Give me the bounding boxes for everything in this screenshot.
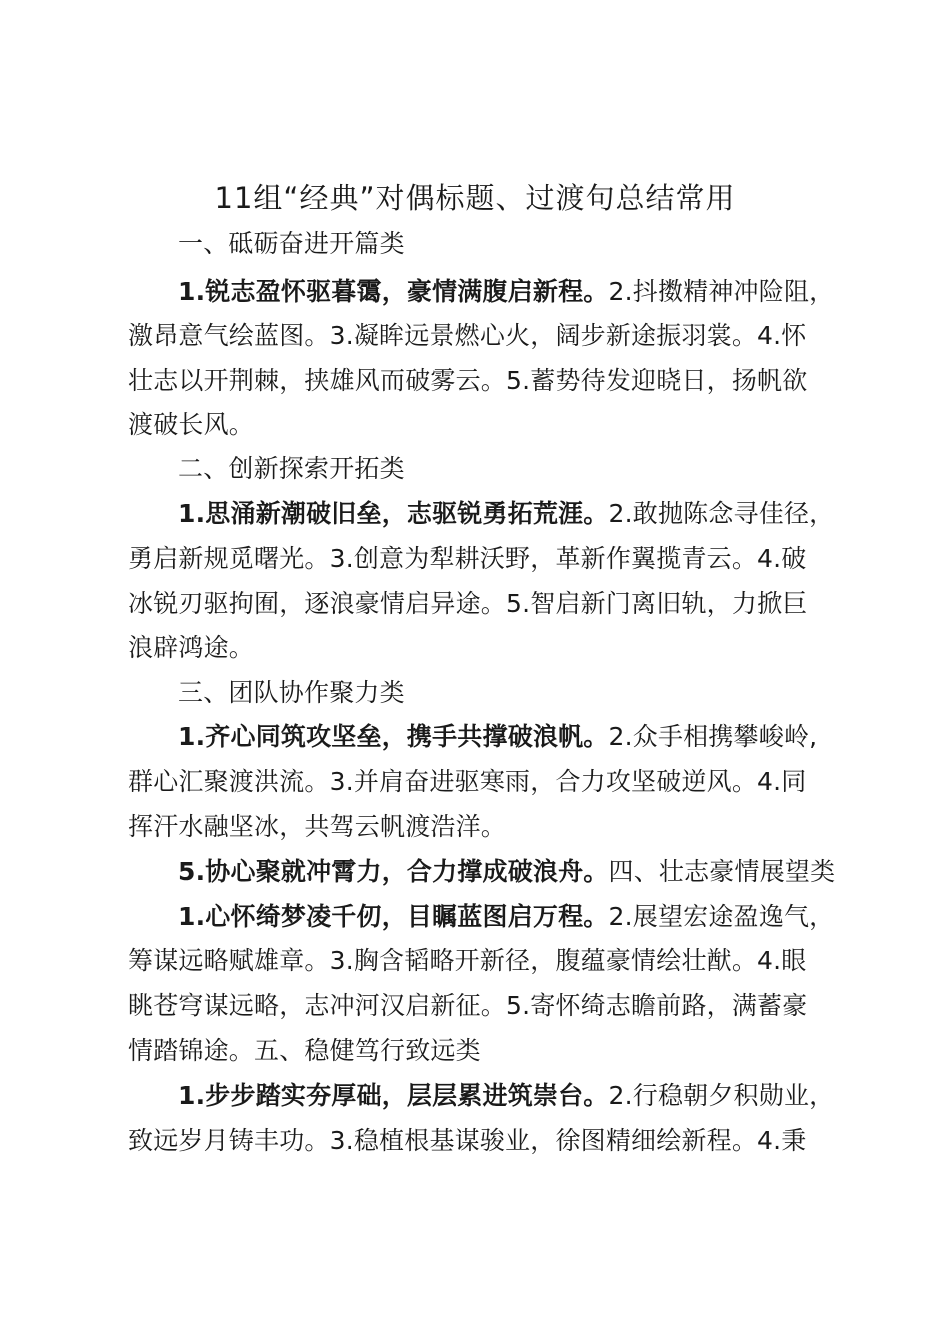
paragraph-line: 挥汗水融坚冰，共驾云帆渡浩洋。 <box>128 812 507 841</box>
section-heading-3: 三、团队协作聚力类 <box>178 678 405 707</box>
paragraph-line <box>178 1079 834 1113</box>
line-text: 2.展望宏途盈逸气， <box>608 902 835 931</box>
paragraph-line: 激昂意气绘蓝图。3.凝眸远景燃心火，阔步新途振羽裳。4.怀 <box>128 321 807 350</box>
paragraph-line: 壮志以开荆棘，挟雄风而破雾云。5.蓄势待发迎晓日，扬帆欲 <box>128 366 808 395</box>
line-text: 2.敢抛陈念寻佳径， <box>608 499 835 528</box>
bold-lead-sentence: 1.步步踏实夯厚础，层层累进筑崇台。 <box>178 1081 609 1110</box>
paragraph-line <box>178 855 835 889</box>
paragraph-line: 渡破长风。 <box>128 410 255 439</box>
bold-lead-sentence: 1.心怀绮梦凌千仞，目瞩蓝图启万程。 <box>178 902 609 931</box>
paragraph-line: 眺苍穹谋远略，志冲河汉启新征。5.寄怀绮志瞻前路，满蓄豪 <box>128 991 808 1020</box>
paragraph-line: 筹谋远略赋雄章。3.胸含韬略开新径，腹蕴豪情绘壮猷。4.眼 <box>128 946 807 975</box>
bold-lead-sentence: 1.锐志盈怀驱暮霭，豪情满腹启新程。 <box>178 277 609 306</box>
line-text: 2.众手相携攀峻岭, <box>608 722 818 751</box>
paragraph-line: 致远岁月铸丰功。3.稳植根基谋骏业，徐图精细绘新程。4.秉 <box>128 1126 807 1155</box>
bold-lead-sentence: 5.协心聚就冲霄力，合力撑成破浪舟。 <box>178 857 609 886</box>
paragraph-line <box>178 720 817 754</box>
bold-lead-sentence: 1.齐心同筑攻坚垒，携手共撑破浪帆。 <box>178 722 609 751</box>
paragraph-line: 浪辟鸿途。 <box>128 633 255 662</box>
paragraph-line: 勇启新规觅曙光。3.创意为犁耕沃野，革新作翼揽青云。4.破 <box>128 544 807 573</box>
bold-lead-sentence: 1.思涌新潮破旧垒，志驱锐勇拓荒涯。 <box>178 499 609 528</box>
paragraph-line: 情踏锦途。五、稳健笃行致远类 <box>128 1036 481 1065</box>
paragraph-line: 群心汇聚渡洪流。3.并肩奋进驱寒雨，合力攻坚破逆风。4.同 <box>128 767 807 796</box>
paragraph-line: 冰锐刃驱拘囿，逐浪豪情启异途。5.智启新门离旧轨，力掀巨 <box>128 589 808 618</box>
section-heading-2: 二、创新探索开拓类 <box>178 454 405 483</box>
paragraph-line <box>178 900 834 934</box>
line-text: 2.抖擞精神冲险阻， <box>608 277 835 306</box>
section-heading-4: 四、壮志豪情展望类 <box>608 857 836 886</box>
document-title: 11组“经典”对偶标题、过渡句总结常用 <box>214 181 736 215</box>
section-heading-1: 一、砥砺奋进开篇类 <box>178 229 405 258</box>
line-text: 2.行稳朝夕积勋业， <box>608 1081 835 1110</box>
paragraph-line <box>178 497 834 531</box>
paragraph-line <box>178 275 834 309</box>
